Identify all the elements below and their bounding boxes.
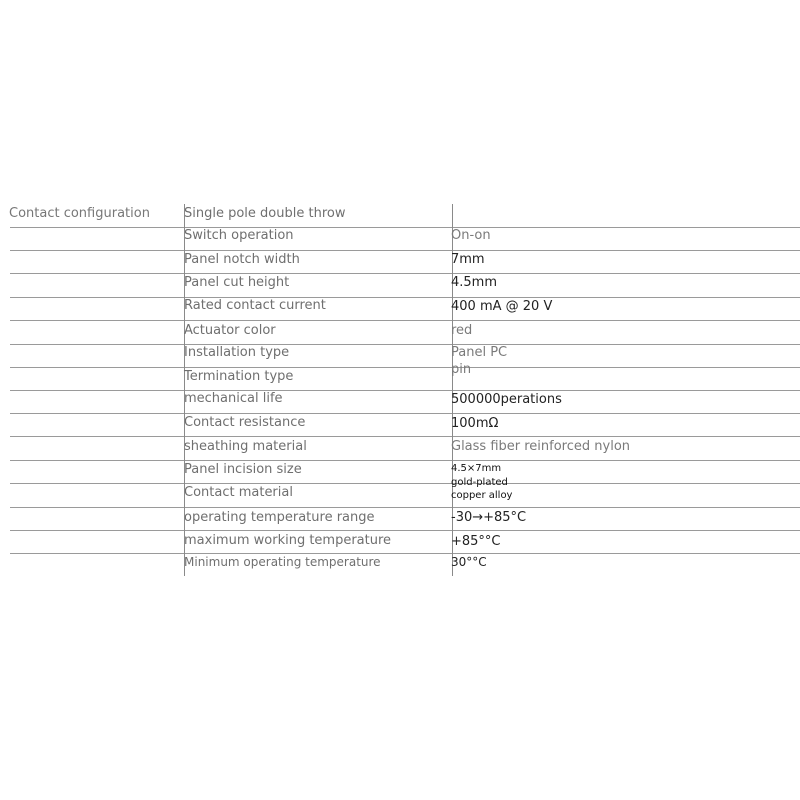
spec-value: Glass fiber reinforced nylon xyxy=(451,439,631,454)
spec-value: 30°°C xyxy=(451,555,487,569)
spec-value: 400 mA @ 20 V xyxy=(451,299,553,314)
spec-value: -30→+85°C xyxy=(451,510,527,525)
spec-label: operating temperature range xyxy=(184,510,375,525)
spec-label: Panel incision size xyxy=(184,462,302,477)
spec-value: 7mm xyxy=(451,252,485,267)
spec-label: Contact resistance xyxy=(184,415,306,430)
row-divider xyxy=(10,483,800,484)
row-divider xyxy=(10,227,800,228)
spec-label: Panel cut height xyxy=(184,275,290,290)
spec-value: gold-plated xyxy=(451,477,508,488)
row-divider xyxy=(10,436,800,437)
spec-value: 4.5mm xyxy=(451,275,498,290)
row-divider xyxy=(10,320,800,321)
row-divider xyxy=(10,507,800,508)
spec-label: Minimum operating temperature xyxy=(184,555,381,569)
spec-label: maximum working temperature xyxy=(184,533,392,548)
spec-value-line2: copper alloy xyxy=(451,490,513,501)
spec-label: mechanical life xyxy=(184,391,283,406)
spec-label: Contact material xyxy=(184,485,293,500)
spec-label: Termination type xyxy=(184,369,294,384)
spec-label: sheathing material xyxy=(184,439,307,454)
spec-label: Installation type xyxy=(184,345,290,360)
row-divider xyxy=(10,530,800,531)
spec-value: +85°°C xyxy=(451,534,501,549)
spec-value: red xyxy=(451,323,473,338)
row-divider xyxy=(10,344,800,345)
row-divider xyxy=(10,250,800,251)
spec-label: Actuator color xyxy=(184,323,276,338)
spec-label: Panel notch width xyxy=(184,252,300,267)
spec-value: 500000perations xyxy=(451,392,562,407)
spec-value: 4.5×7mm xyxy=(451,463,502,474)
spec-section-label: Contact configuration xyxy=(9,206,150,221)
spec-value: 100mΩ xyxy=(451,416,499,431)
row-divider xyxy=(10,553,800,554)
row-divider xyxy=(10,390,800,391)
spec-label: Rated contact current xyxy=(184,298,326,313)
spec-value: Panel PC xyxy=(451,345,508,360)
row-divider xyxy=(10,367,800,368)
row-divider xyxy=(10,297,800,298)
row-divider xyxy=(10,273,800,274)
spec-label: Switch operation xyxy=(184,228,294,243)
spec-value: pin xyxy=(451,362,472,377)
spec-label: Single pole double throw xyxy=(184,206,346,221)
row-divider xyxy=(10,413,800,414)
row-divider xyxy=(10,460,800,461)
spec-value: On-on xyxy=(451,228,491,243)
